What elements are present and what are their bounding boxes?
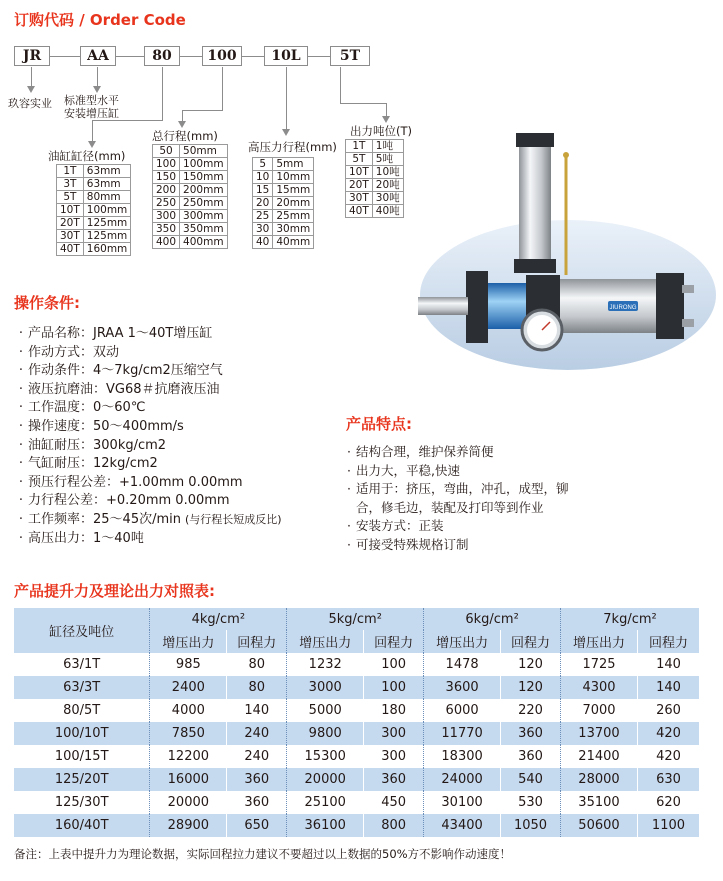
code-cell: 30 bbox=[253, 223, 273, 236]
code-cell: 20T bbox=[57, 217, 84, 230]
table-row bbox=[14, 676, 700, 699]
boost-force-cell: 7850 bbox=[150, 722, 227, 745]
code-dash bbox=[50, 56, 80, 57]
table-row bbox=[14, 722, 700, 745]
condition-item: · 油缸耐压：300kg/cm2 bbox=[18, 437, 167, 453]
mini-table-row bbox=[153, 210, 228, 223]
code-box-brand: JR bbox=[14, 46, 50, 66]
code-cell: 400 bbox=[153, 236, 180, 249]
table-row bbox=[14, 745, 700, 768]
code-cell: 10T bbox=[346, 166, 373, 179]
boost-force-cell: 1232 bbox=[287, 653, 364, 676]
code-cell: 20T bbox=[346, 179, 373, 192]
value-cell: 40吨 bbox=[372, 205, 403, 218]
return-force-cell: 530 bbox=[501, 791, 561, 814]
return-force-cell: 140 bbox=[637, 676, 699, 699]
connector-arrow bbox=[178, 121, 186, 128]
return-force-cell: 360 bbox=[501, 745, 561, 768]
mini-table-row bbox=[153, 158, 228, 171]
return-force-cell: 360 bbox=[227, 791, 287, 814]
mini-table-row bbox=[153, 236, 228, 249]
output-table-title: 产品提升力及理论出力对照表: bbox=[14, 582, 215, 600]
code-cell: 1T bbox=[346, 140, 373, 153]
boost-force-cell: 985 bbox=[150, 653, 227, 676]
sub-header: 增压出力 bbox=[150, 630, 227, 653]
connector-arrow bbox=[382, 116, 390, 123]
connector-line bbox=[340, 67, 341, 103]
return-force-cell: 80 bbox=[227, 676, 287, 699]
return-force-cell: 620 bbox=[637, 791, 699, 814]
value-cell: 25mm bbox=[273, 210, 314, 223]
connector-line bbox=[386, 103, 387, 117]
connector-line bbox=[92, 120, 93, 141]
tonnage-title: 出力吨位(T) bbox=[350, 124, 412, 138]
value-cell: 300mm bbox=[180, 210, 228, 223]
conditions-title: 操作条件: bbox=[14, 294, 80, 312]
return-force-cell: 260 bbox=[637, 699, 699, 722]
code-cell: 20 bbox=[253, 197, 273, 210]
boost-force-cell: 4000 bbox=[150, 699, 227, 722]
code-cell: 5T bbox=[57, 191, 84, 204]
row-label: 63/3T bbox=[14, 676, 150, 699]
sub-header: 增压出力 bbox=[424, 630, 501, 653]
mini-table-row bbox=[346, 140, 404, 153]
feature-item: · 可接受特殊规格订制 bbox=[347, 536, 469, 552]
mini-table-row bbox=[346, 205, 404, 218]
mini-table-row bbox=[253, 184, 314, 197]
feature-item: · 出力大，平稳,快速 bbox=[347, 462, 460, 478]
sub-header: 增压出力 bbox=[287, 630, 364, 653]
connector-line bbox=[222, 67, 223, 110]
value-cell: 125mm bbox=[83, 230, 131, 243]
type-label-line1: 标准型水平 bbox=[64, 94, 119, 107]
value-cell: 100mm bbox=[83, 204, 131, 217]
return-force-cell: 80 bbox=[227, 653, 287, 676]
table-row bbox=[14, 699, 700, 722]
connector-line bbox=[182, 110, 223, 111]
mini-table-row bbox=[153, 223, 228, 236]
mini-table-row bbox=[57, 230, 131, 243]
code-cell: 40T bbox=[57, 243, 84, 256]
connector-line bbox=[286, 67, 287, 129]
boost-force-cell: 7000 bbox=[561, 699, 638, 722]
row-label: 160/40T bbox=[14, 814, 150, 837]
code-box-hp-stroke: 10L bbox=[264, 46, 308, 66]
mini-table-row bbox=[346, 153, 404, 166]
return-force-cell: 420 bbox=[637, 745, 699, 768]
feature-item-continuation: 合，修毛边，装配及打印等到作业 bbox=[356, 499, 544, 515]
return-force-cell: 120 bbox=[501, 676, 561, 699]
boost-force-cell: 4300 bbox=[561, 676, 638, 699]
condition-item: · 预压行程公差：+1.00mm 0.00mm bbox=[18, 474, 243, 490]
product-badge: JIURONG bbox=[609, 305, 637, 311]
pressure-header: 5kg/cm² bbox=[287, 608, 424, 630]
mini-table-row bbox=[253, 197, 314, 210]
value-cell: 1吨 bbox=[372, 140, 403, 153]
code-box-bore: 80 bbox=[144, 46, 180, 66]
boost-force-cell: 24000 bbox=[424, 768, 501, 791]
table-row bbox=[14, 814, 700, 837]
code-cell: 40T bbox=[346, 205, 373, 218]
boost-force-cell: 16000 bbox=[150, 768, 227, 791]
condition-item: · 气缸耐压：12kg/cm2 bbox=[18, 456, 158, 472]
mini-table-row bbox=[57, 178, 131, 191]
value-cell: 350mm bbox=[180, 223, 228, 236]
mini-table-row bbox=[253, 171, 314, 184]
code-cell: 100 bbox=[153, 158, 180, 171]
connector-arrow bbox=[93, 86, 101, 93]
value-cell: 250mm bbox=[180, 197, 228, 210]
bore-title: 油缸缸径(mm) bbox=[48, 149, 126, 163]
boost-force-cell: 50600 bbox=[561, 814, 638, 837]
code-cell: 50 bbox=[153, 145, 180, 158]
value-cell: 160mm bbox=[83, 243, 131, 256]
value-cell: 30mm bbox=[273, 223, 314, 236]
return-force-cell: 450 bbox=[364, 791, 424, 814]
return-force-cell: 140 bbox=[637, 653, 699, 676]
return-force-cell: 300 bbox=[364, 722, 424, 745]
return-force-cell: 120 bbox=[501, 653, 561, 676]
stroke-table bbox=[152, 144, 228, 249]
value-cell: 10mm bbox=[273, 171, 314, 184]
mini-table-row bbox=[253, 158, 314, 171]
condition-item: · 作动条件：4～7kg/cm2压缩空气 bbox=[18, 363, 223, 379]
condition-item: · 力行程公差：+0.20mm 0.00mm bbox=[18, 493, 230, 509]
row-label: 125/30T bbox=[14, 791, 150, 814]
hp-stroke-title: 高压力行程(mm) bbox=[248, 140, 337, 154]
feature-item: · 结构合理，维护保养简便 bbox=[347, 444, 494, 459]
value-cell: 30吨 bbox=[372, 192, 403, 205]
condition-item: · 高压出力：1～40吨 bbox=[18, 530, 144, 546]
row-label: 100/10T bbox=[14, 722, 150, 745]
value-cell: 63mm bbox=[83, 178, 131, 191]
boost-force-cell: 28000 bbox=[561, 768, 638, 791]
boost-force-cell: 9800 bbox=[287, 722, 364, 745]
sub-header: 增压出力 bbox=[561, 630, 638, 653]
boost-force-cell: 20000 bbox=[287, 768, 364, 791]
stroke-title: 总行程(mm) bbox=[152, 129, 218, 143]
code-cell: 30T bbox=[57, 230, 84, 243]
code-box-type: AA bbox=[80, 46, 116, 66]
table-corner-header: 缸径及吨位 bbox=[14, 608, 150, 653]
return-force-cell: 100 bbox=[364, 653, 424, 676]
output-table bbox=[14, 608, 700, 837]
condition-item: · 工作温度：0～60℃ bbox=[18, 400, 146, 416]
boost-force-cell: 6000 bbox=[424, 699, 501, 722]
table-row bbox=[14, 653, 700, 676]
boost-force-cell: 21400 bbox=[561, 745, 638, 768]
boost-force-cell: 5000 bbox=[287, 699, 364, 722]
sub-header: 回程力 bbox=[227, 630, 287, 653]
feature-item: · 安装方式：正装 bbox=[347, 518, 444, 533]
return-force-cell: 1050 bbox=[501, 814, 561, 837]
value-cell: 20mm bbox=[273, 197, 314, 210]
boost-force-cell: 28900 bbox=[150, 814, 227, 837]
return-force-cell: 360 bbox=[227, 768, 287, 791]
boost-force-cell: 12200 bbox=[150, 745, 227, 768]
mini-table-row bbox=[57, 191, 131, 204]
code-box-stroke: 100 bbox=[202, 46, 242, 66]
frequency-note: (与行程长短成反比) bbox=[184, 512, 282, 526]
feature-item: · 适用于：挤压，弯曲，冲孔，成型，铆 bbox=[347, 481, 569, 496]
return-force-cell: 100 bbox=[364, 676, 424, 699]
connector-arrow bbox=[282, 129, 290, 136]
code-box-tonnage: 5T bbox=[330, 46, 370, 66]
mini-table-row bbox=[57, 243, 131, 256]
row-label: 63/1T bbox=[14, 653, 150, 676]
mini-table-row bbox=[346, 192, 404, 205]
boost-force-cell: 13700 bbox=[561, 722, 638, 745]
row-label: 100/15T bbox=[14, 745, 150, 768]
mini-table-row bbox=[253, 236, 314, 249]
value-cell: 50mm bbox=[180, 145, 228, 158]
value-cell: 20吨 bbox=[372, 179, 403, 192]
code-cell: 200 bbox=[153, 184, 180, 197]
value-cell: 400mm bbox=[180, 236, 228, 249]
connector-arrow bbox=[88, 141, 96, 148]
code-dash bbox=[242, 56, 264, 57]
condition-item: · 操作速度：50～400mm/s bbox=[18, 418, 184, 434]
product-image bbox=[418, 125, 718, 380]
code-cell: 1T bbox=[57, 165, 84, 178]
table-row bbox=[14, 768, 700, 791]
row-label: 125/20T bbox=[14, 768, 150, 791]
connector-line bbox=[97, 67, 98, 86]
footnote: 备注：上表中提升力为理论数据，实际回程拉力建议不要超过以上数据的50%方不影响作动速度！ bbox=[14, 847, 512, 861]
code-cell: 15 bbox=[253, 184, 273, 197]
boost-force-cell: 15300 bbox=[287, 745, 364, 768]
return-force-cell: 220 bbox=[501, 699, 561, 722]
bore-table bbox=[56, 164, 131, 256]
pressure-header: 4kg/cm² bbox=[150, 608, 287, 630]
connector-line bbox=[162, 67, 163, 120]
return-force-cell: 180 bbox=[364, 699, 424, 722]
boost-force-cell: 3600 bbox=[424, 676, 501, 699]
features-list bbox=[342, 443, 569, 554]
value-cell: 5吨 bbox=[372, 153, 403, 166]
row-label: 80/5T bbox=[14, 699, 150, 722]
boost-force-cell: 2400 bbox=[150, 676, 227, 699]
code-cell: 5T bbox=[346, 153, 373, 166]
boost-force-cell: 20000 bbox=[150, 791, 227, 814]
boost-force-cell: 43400 bbox=[424, 814, 501, 837]
boost-force-cell: 3000 bbox=[287, 676, 364, 699]
boost-force-cell: 35100 bbox=[561, 791, 638, 814]
return-force-cell: 1100 bbox=[637, 814, 699, 837]
mini-table-row bbox=[153, 197, 228, 210]
connector-arrow bbox=[27, 86, 35, 93]
mini-table-row bbox=[346, 166, 404, 179]
return-force-cell: 540 bbox=[501, 768, 561, 791]
connector-line bbox=[340, 103, 386, 104]
code-cell: 30T bbox=[346, 192, 373, 205]
mini-table-row bbox=[253, 223, 314, 236]
code-cell: 300 bbox=[153, 210, 180, 223]
mini-table-row bbox=[153, 145, 228, 158]
mini-table-row bbox=[57, 165, 131, 178]
return-force-cell: 360 bbox=[364, 768, 424, 791]
conditions-list bbox=[14, 325, 282, 548]
boost-force-cell: 25100 bbox=[287, 791, 364, 814]
return-force-cell: 630 bbox=[637, 768, 699, 791]
tonnage-table bbox=[345, 139, 404, 218]
mini-table-row bbox=[153, 171, 228, 184]
hp-stroke-table bbox=[252, 157, 314, 249]
type-label-line2: 安装增压缸 bbox=[64, 107, 119, 120]
value-cell: 150mm bbox=[180, 171, 228, 184]
code-cell: 5 bbox=[253, 158, 273, 171]
return-force-cell: 800 bbox=[364, 814, 424, 837]
code-cell: 25 bbox=[253, 210, 273, 223]
sub-header: 回程力 bbox=[637, 630, 699, 653]
mini-table-row bbox=[153, 184, 228, 197]
condition-item: · 产品名称：JRAA 1～40T增压缸 bbox=[18, 326, 213, 341]
value-cell: 10吨 bbox=[372, 166, 403, 179]
mini-table-row bbox=[57, 204, 131, 217]
code-cell: 150 bbox=[153, 171, 180, 184]
return-force-cell: 240 bbox=[227, 745, 287, 768]
brand-label: 玖容实业 bbox=[8, 97, 52, 110]
condition-item: · 作动方式：双动 bbox=[18, 344, 120, 360]
return-force-cell: 650 bbox=[227, 814, 287, 837]
value-cell: 100mm bbox=[180, 158, 228, 171]
boost-force-cell: 1478 bbox=[424, 653, 501, 676]
mini-table-row bbox=[346, 179, 404, 192]
pressure-header: 6kg/cm² bbox=[424, 608, 561, 630]
code-cell: 10T bbox=[57, 204, 84, 217]
code-cell: 40 bbox=[253, 236, 273, 249]
connector-line bbox=[92, 120, 163, 121]
sub-header: 回程力 bbox=[501, 630, 561, 653]
condition-item: · 工作频率：25～45次/min (与行程长短成反比) bbox=[18, 511, 282, 527]
code-cell: 250 bbox=[153, 197, 180, 210]
value-cell: 80mm bbox=[83, 191, 131, 204]
value-cell: 63mm bbox=[83, 165, 131, 178]
pressure-header: 7kg/cm² bbox=[561, 608, 700, 630]
order-code-title: 订购代码 / Order Code bbox=[14, 11, 186, 29]
sub-header: 回程力 bbox=[364, 630, 424, 653]
code-dash bbox=[116, 56, 144, 57]
code-cell: 350 bbox=[153, 223, 180, 236]
value-cell: 15mm bbox=[273, 184, 314, 197]
value-cell: 5mm bbox=[273, 158, 314, 171]
value-cell: 200mm bbox=[180, 184, 228, 197]
value-cell: 125mm bbox=[83, 217, 131, 230]
features-title: 产品特点: bbox=[346, 415, 412, 433]
code-dash bbox=[180, 56, 202, 57]
table-row bbox=[14, 791, 700, 814]
mini-table-row bbox=[57, 217, 131, 230]
value-cell: 40mm bbox=[273, 236, 314, 249]
boost-force-cell: 11770 bbox=[424, 722, 501, 745]
return-force-cell: 140 bbox=[227, 699, 287, 722]
boost-force-cell: 36100 bbox=[287, 814, 364, 837]
return-force-cell: 300 bbox=[364, 745, 424, 768]
code-dash bbox=[308, 56, 330, 57]
boost-force-cell: 30100 bbox=[424, 791, 501, 814]
code-cell: 3T bbox=[57, 178, 84, 191]
condition-item: · 液压抗磨油：VG68＃抗磨液压油 bbox=[18, 381, 220, 397]
code-cell: 10 bbox=[253, 171, 273, 184]
return-force-cell: 360 bbox=[501, 722, 561, 745]
connector-line bbox=[31, 67, 32, 86]
boost-force-cell: 18300 bbox=[424, 745, 501, 768]
mini-table-row bbox=[253, 210, 314, 223]
boost-force-cell: 1725 bbox=[561, 653, 638, 676]
return-force-cell: 240 bbox=[227, 722, 287, 745]
return-force-cell: 420 bbox=[637, 722, 699, 745]
